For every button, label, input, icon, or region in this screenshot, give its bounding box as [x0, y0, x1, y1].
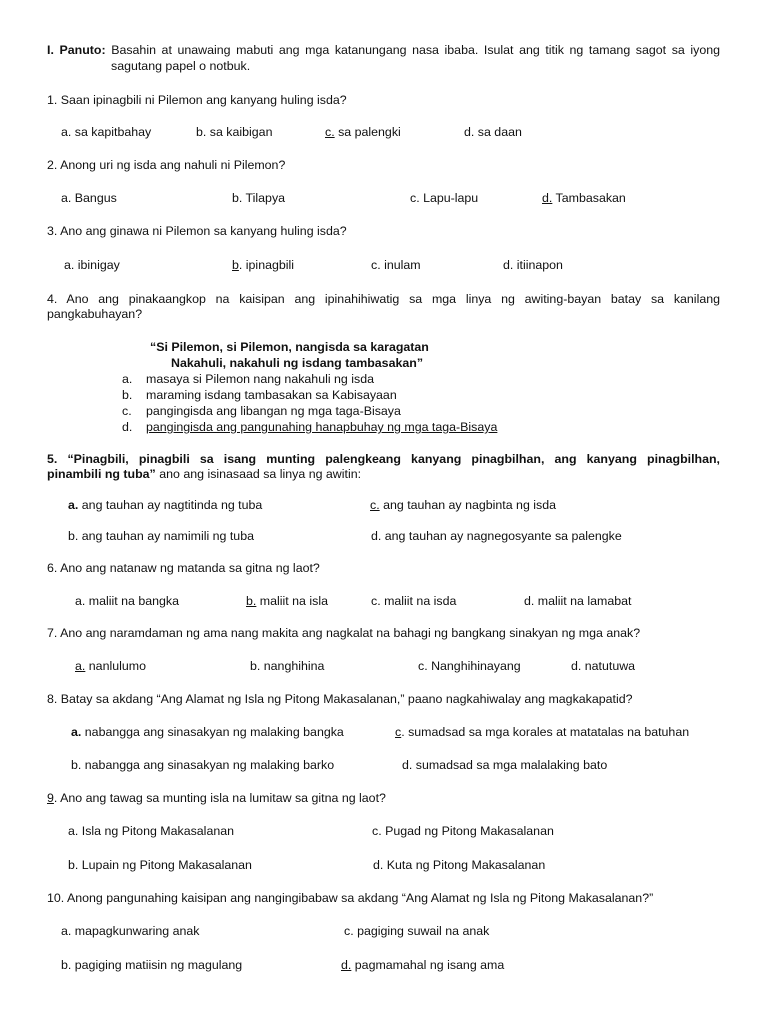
q10-option-a: a. mapagkunwaring anak	[61, 924, 200, 938]
q7-option-c: c. Nanghihinayang	[418, 659, 521, 673]
q3-answer-letter: b	[232, 258, 239, 272]
q4-option-d-letter: d.	[122, 420, 133, 434]
q3-option-c: c. inulam	[371, 258, 421, 272]
q4-option-b-text: maraming isdang tambasakan sa Kabisayaan	[146, 388, 397, 402]
q1-option-a: a. sa kapitbahay	[61, 125, 152, 139]
q2-option-c: c. Lapu-lapu	[410, 191, 479, 205]
q2-option-b: b. Tilapya	[232, 191, 286, 205]
q2-answer-letter: d.	[542, 191, 553, 205]
q3-option-d: d. itiinapon	[503, 258, 563, 272]
instructions-text-1: Basahin at unawaing mabuti ang mga katanungang nasa ibaba. Isulat ang titik ng tamang sagot sa iyong	[111, 43, 720, 57]
q8-option-d: d. sumadsad sa mga malalaking bato	[402, 758, 608, 772]
q3-option-a: a. ibinigay	[64, 258, 120, 272]
instructions-line-2: sagutang papel o notbuk.	[111, 59, 251, 73]
q9-option-a: a. Isla ng Pitong Makasalanan	[68, 824, 235, 838]
q10-option-d	[341, 958, 504, 973]
q1-option-b: b. sa kaibigan	[196, 125, 273, 139]
question-6: 6. Ano ang natanaw ng matanda sa gitna ng laot?	[47, 561, 320, 575]
q5-option-d: d. ang tauhan ay nagnegosyante sa palengke	[371, 529, 622, 543]
q7-option-a-text: nanlulumo	[85, 659, 146, 673]
question-9	[47, 791, 386, 806]
question-4-line-1: 4. Ano ang pinakaangkop na kaisipan ang ipinahihiwatig sa mga linya ng awiting-bayan batay sa kanilang	[47, 292, 720, 306]
q4-option-d-text: pangingisda ang pangunahing hanapbuhay ng mga taga-Bisaya	[146, 420, 498, 434]
q9-option-d: d. Kuta ng Pitong Makasalanan	[373, 858, 546, 872]
q1-option-c-text: sa palengki	[334, 125, 401, 139]
q8-option-b: b. nabangga ang sinasakyan ng malaking barko	[71, 758, 335, 772]
q2-option-d-text: Tambasakan	[552, 191, 626, 205]
question-3: 3. Ano ang ginawa ni Pilemon sa kanyang huling isda?	[47, 224, 347, 238]
q5-option-a-letter: a.	[68, 498, 79, 512]
q6-answer-letter: b.	[246, 594, 257, 608]
q6-option-b	[246, 594, 328, 609]
q4-quote-line-1: “Si Pilemon, si Pilemon, nangisda sa karagatan	[150, 340, 429, 354]
instructions-line-1	[47, 43, 720, 58]
q5-option-c	[370, 498, 556, 513]
q4-option-c-text: pangingisda ang libangan ng mga taga-Bisaya	[146, 404, 401, 418]
q9-option-b: b. Lupain ng Pitong Makasalanan	[68, 858, 252, 872]
q6-option-d: d. maliit na lamabat	[524, 594, 632, 608]
q1-option-c	[325, 125, 401, 140]
q9-text: . Ano ang tawag sa munting isla na lumitaw sa gitna ng laot?	[53, 791, 386, 805]
q9-option-c: c. Pugad ng Pitong Makasalanan	[372, 824, 554, 838]
q1-option-d: d. sa daan	[464, 125, 522, 139]
q8-answer-letter: c	[395, 725, 402, 739]
q4-option-b-letter: b.	[122, 388, 133, 402]
q8-option-a-letter: a.	[71, 725, 82, 739]
q8-option-a-text: nabangga ang sinasakyan ng malaking bangka	[81, 725, 344, 739]
q4-option-c-letter: c.	[122, 404, 132, 418]
q10-option-d-text: pagmamahal ng isang ama	[351, 958, 505, 972]
q5-option-c-text: ang tauhan ay nagbinta ng isda	[379, 498, 557, 512]
q4-option-a-letter: a.	[122, 372, 133, 386]
q2-option-d	[542, 191, 626, 206]
question-2: 2. Anong uri ng isda ang nahuli ni Pilemon?	[47, 158, 286, 172]
q5-quote-end: pinambili ng tuba”	[47, 467, 156, 481]
q5-option-a	[68, 498, 262, 513]
question-8: 8. Batay sa akdang “Ang Alamat ng Isla ng Pitong Makasalanan,” paano nagkahiwalay ang magkakapatid?	[47, 692, 633, 706]
q5-option-b: b. ang tauhan ay namimili ng tuba	[68, 529, 254, 543]
q6-option-a: a. maliit na bangka	[75, 594, 180, 608]
q4-quote-line-2: Nakahuli, nakahuli ng isdang tambasakan”	[171, 356, 424, 370]
question-5-line-2	[47, 467, 361, 482]
q5-option-a-text: ang tauhan ay nagtitinda ng tuba	[78, 498, 263, 512]
question-5-line-1: 5. “Pinagbili, pinagbili sa isang munting palengkeang kanyang pinagbilhan, ang kanyang pinagbilhan,	[47, 452, 720, 466]
q8-option-c	[395, 725, 689, 740]
question-1: 1. Saan ipinagbili ni Pilemon ang kanyang huling isda?	[47, 93, 347, 107]
q6-option-b-text: maliit na isla	[256, 594, 328, 608]
q3-option-b-text: . ipinagbili	[238, 258, 295, 272]
q1-answer-letter: c.	[325, 125, 335, 139]
q7-answer-letter: a.	[75, 659, 86, 673]
q4-option-a-text: masaya si Pilemon nang nakahuli ng isda	[146, 372, 374, 386]
q6-option-c: c. maliit na isda	[371, 594, 457, 608]
q8-option-a	[71, 725, 344, 740]
q5-prompt: ano ang isinasaad sa linya ng awitin:	[155, 467, 362, 481]
instructions-heading: I. Panuto:	[47, 43, 106, 57]
q8-option-c-text: . sumadsad sa mga korales at matatalas na batuhan	[401, 725, 690, 739]
q5-answer-letter: c.	[370, 498, 380, 512]
question-7: 7. Ano ang naramdaman ng ama nang makita ang nagkalat na bahagi ng bangkang sinakyan ng mga anak?	[47, 626, 641, 640]
q9-number: 9	[47, 791, 54, 805]
q7-option-a	[75, 659, 146, 674]
q10-option-c: c. pagiging suwail na anak	[344, 924, 490, 938]
q7-option-b: b. nanghihina	[250, 659, 325, 673]
question-4-line-2: pangkabuhayan?	[47, 307, 143, 321]
q3-option-b	[232, 258, 294, 273]
q2-option-a: a. Bangus	[61, 191, 117, 205]
question-10: 10. Anong pangunahing kaisipan ang nangingibabaw sa akdang “Ang Alamat ng Isla ng Pitong Makasalanan?”	[47, 891, 654, 905]
q7-option-d: d. natutuwa	[571, 659, 636, 673]
q10-answer-letter: d.	[341, 958, 352, 972]
q10-option-b: b. pagiging matiisin ng magulang	[61, 958, 243, 972]
